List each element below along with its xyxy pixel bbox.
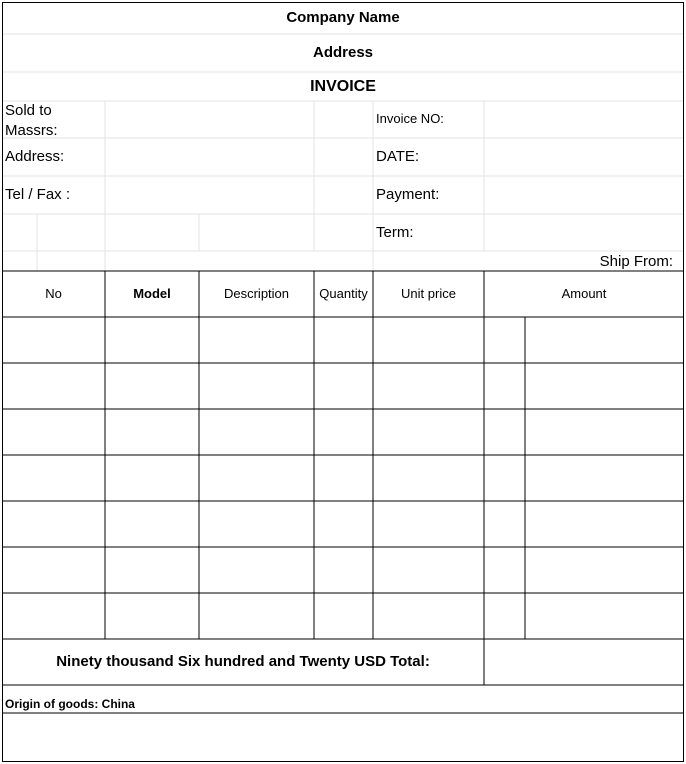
ship-from-label: Ship From: (599, 253, 673, 270)
buyer-address-label: Address: (5, 148, 65, 165)
column-header-description: Description (223, 286, 290, 301)
company-name: Company Name (286, 9, 400, 26)
invoice-no-label: Invoice NO: (376, 111, 444, 126)
column-header-amount: Amount (561, 286, 607, 301)
sold-to-label-line2: Massrs: (5, 122, 58, 139)
invoice-title: INVOICE (310, 78, 376, 95)
tel-fax-label: Tel / Fax : (5, 186, 71, 203)
column-header-no: No (45, 286, 62, 301)
term-label: Term: (376, 224, 414, 241)
total-in-words: Ninety thousand Six hundred and Twenty USD Total: (56, 653, 430, 670)
column-header-quantity: Quantity (319, 286, 368, 301)
company-address: Address (312, 44, 374, 61)
payment-label: Payment: (376, 186, 440, 203)
origin-of-goods: Origin of goods: China (5, 697, 135, 711)
sold-to-label-line1: Sold to (5, 102, 52, 119)
column-header-model: Model (133, 286, 171, 301)
column-header-unit-price: Unit price (401, 286, 456, 301)
date-label: DATE: (376, 148, 420, 165)
